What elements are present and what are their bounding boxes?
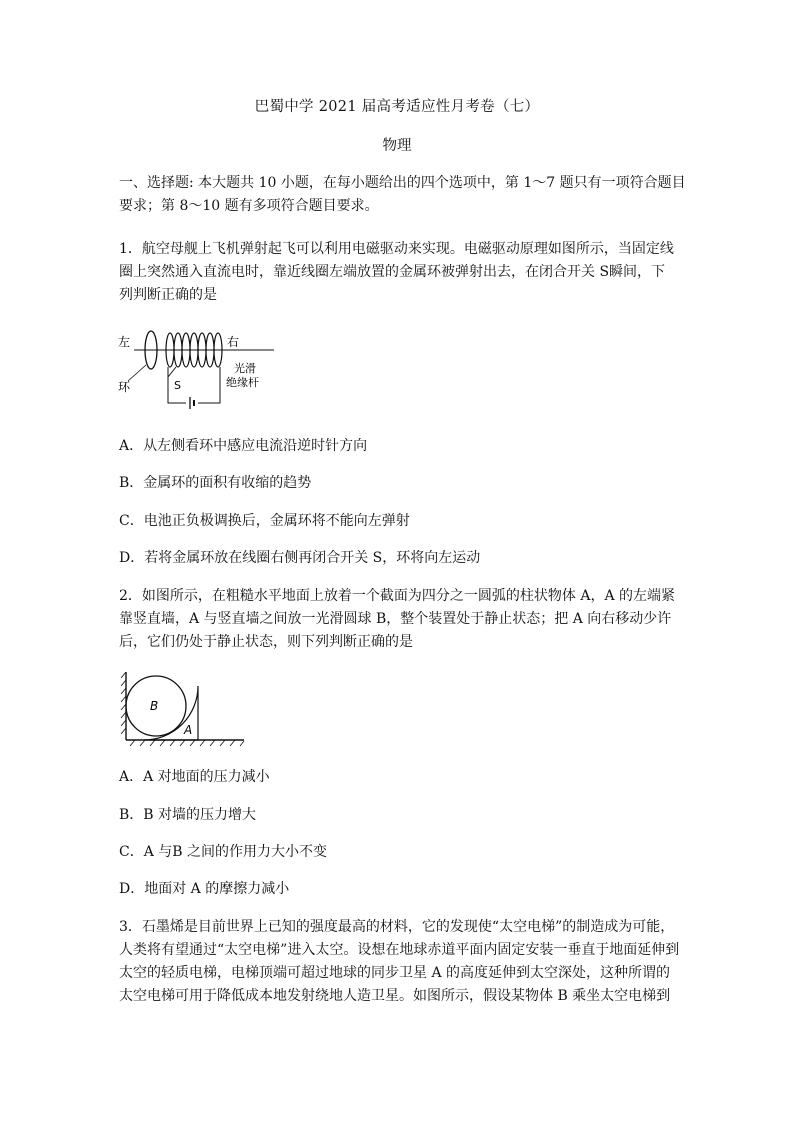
option-d: D．地面对 A 的摩擦力减小: [119, 881, 290, 897]
question-3-stem: [119, 916, 679, 1008]
question-line: 圈上突然通入直流电时，靠近线圈左端放置的金属环被弹射出去，在闭合开关 S瞬间，下: [119, 264, 666, 280]
exam-title: 巴蜀中学 2021 届高考适应性月考卷（七）: [254, 99, 540, 115]
ball-block-figure: [118, 668, 248, 750]
question-line: 太空的轻质电梯，电梯顶端可超过地球的同步卫星 A 的高度延伸到太空深处，这种所谓的: [119, 965, 671, 981]
label-rod-1: 光滑: [234, 362, 256, 375]
option-d: D．若将金属环放在线圈右侧再闭合开关 S，环将向左运动: [119, 550, 481, 566]
ground-hatch: [130, 740, 244, 746]
label-right: 右: [227, 335, 240, 349]
question-line: 3．石墨烯是目前世界上已知的强度最高的材料，它的发现使“太空电梯”的制造成为可能，: [119, 919, 675, 935]
option-a: A．从左侧看环中感应电流沿逆时针方向: [119, 438, 368, 454]
label-left: 左: [118, 335, 131, 349]
question-1-stem: [119, 238, 679, 307]
option-c: C．A 与B 之间的作用力大小不变: [119, 844, 328, 860]
question-line: 2．如图所示，在粗糙水平地面上放着一个截面为四分之一圆弧的柱状物体 A，A 的左端紧: [119, 588, 676, 604]
wall-hatch: [121, 672, 126, 734]
question-line: 列判断正确的是: [119, 287, 217, 303]
label-rod-2: 绝缘杆: [226, 376, 259, 389]
section-instructions: [119, 172, 686, 218]
question-line: 靠竖直墙，A 与竖直墙之间放一光滑圆球 B，整个装置处于静止状态；把 A 向右移动少许: [119, 611, 672, 627]
section-line: 要求；第 8～10 题有多项符合题目要求。: [119, 198, 379, 214]
switch-s: [168, 367, 176, 377]
ring-pointer: [128, 365, 146, 381]
label-switch: S: [174, 379, 181, 392]
question-line: 人类将有望通过“太空电梯”进入太空。设想在地球赤道平面内固定安装一垂直于地面延伸到: [119, 942, 680, 958]
question-line: 1．航空母舰上飞机弹射起飞可以利用电磁驱动来实现。电磁驱动原理如图所示，当固定线: [119, 241, 674, 257]
label-ball: B: [150, 699, 159, 713]
label-block: A: [184, 723, 193, 737]
section-line: 一、选择题: 本大题共 10 小题，在每小题给出的四个选项中，第 1～7 题只有一项符合题目: [119, 175, 686, 191]
subject-title: 物理: [382, 138, 412, 154]
lead-right: [198, 367, 220, 403]
option-a: A．A 对地面的压力减小: [119, 769, 270, 785]
question-line: 后，它们仍处于静止状态，则下列判断正确的是: [119, 634, 413, 650]
question-2-stem: [119, 585, 679, 654]
question-line: 太空电梯可用于降低成本地发射绕地人造卫星。如图所示，假设某物体 B 乘坐太空电梯到: [119, 988, 671, 1004]
option-b: B．B 对墙的压力增大: [119, 807, 257, 823]
coil-ring-figure: [116, 327, 276, 413]
option-b: B．金属环的面积有收缩的趋势: [119, 475, 312, 491]
label-ring: 环: [118, 380, 131, 394]
option-c: C．电池正负极调换后，金属环将不能向左弹射: [119, 513, 410, 529]
